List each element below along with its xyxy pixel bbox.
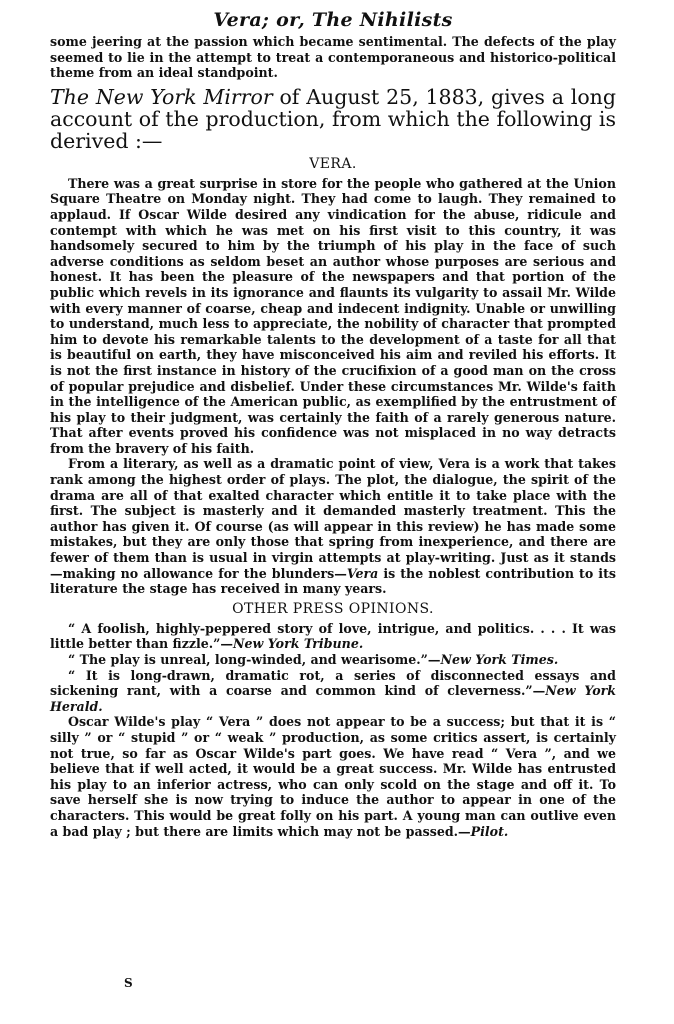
press-quote: “ It is long-drawn, dramatic rot, a series of disconnected essays and sickening rant, with a coarse and common kind of cleverness.”— bbox=[50, 667, 616, 699]
intro-publication: The New York Mirror bbox=[50, 84, 273, 109]
press-quote: Oscar Wilde's play “ Vera ” does not appear to be a success; but that it is “ silly ” or “ stupid ” or “ weak ” production, as some critics assert, is certainly not true, so far as Oscar Wilde's part goes. We have read “ Vera ”, and we believe that if well acted, it would be a great success. Mr. Wilde has entrusted his play to an inferior actress, who can only scold on the stage and off it. To save herself she is now trying to induce the author to appear in one of the characters. This would be great folly on his part. A young man can outlive even a bad play ; but there are limits which may not be passed.— bbox=[50, 714, 616, 839]
press-quote: “ A foolish, highly-peppered story of love, intrigue, and politics. . . . It was little better than fizzle.”— bbox=[50, 620, 616, 652]
vera-paragraph-2-text: From a literary, as well as a dramatic point of view, Vera is a work that takes rank among the highest order of plays. The plot, the dialogue, the spirit of the drama are all of that exalted character which entitle it to take place with the first. The subject is masterly and it demanded masterly treatment. This the author has given it. Of course (as will appear in this review) he has made some mistakes, but they are only those that spring from inexperience, and there are fewer of them than is usual in virgin attempts at play-writing. Just as it stands—making no allowance for the blunders— bbox=[50, 456, 616, 581]
vera-heading: VERA. bbox=[309, 155, 357, 172]
vera-paragraph-1: There was a great surprise in store for the people who gathered at the Union Square Theatre on Monday night. They had come to laugh. They remained to applaud. If Oscar Wilde desired any vindication for the abuse, ridicule and contempt with which he was met on his first visit to this country, it was handsomely secured to him by the triumph of his play in the face of such adverse conditions as seldom beset an author whose purposes are serious and honest. It has been the pleasure of the newspapers and that portion of the public which revels in its ignorance and flaunts its vulgarity to assail Mr. Wilde with every manner of coarse, cheap and indecent indignity. Unable or unwilling to understand, much less to appreciate, the nobility of character that prompted him to devote his remarkable talents to the development of a taste for all that is beautiful on earth, they have misconceived his aim and reviled his efforts. It is not the first instance in history of the crucifixion of a good man on the cross of popular prejudice and disbelief. Under these circumstances Mr. Wilde's faith in the intelligence of the American public, as exemplified by the entrustment of his play to their judgment, was certainly the faith of a rarely generous nature. That after events proved his confidence was not misplaced in no way detracts from the bravery of his faith. bbox=[50, 175, 616, 456]
intro-paragraph bbox=[50, 86, 616, 152]
vera-title-italic: Vera bbox=[346, 565, 379, 581]
other-press-heading: OTHER PRESS OPINIONS. bbox=[232, 600, 434, 617]
press-opinion bbox=[50, 668, 616, 715]
vera-paragraph-2-end: is the noblest contribution to its literature the stage has received in many years. bbox=[50, 565, 616, 597]
press-source: New York Tribune. bbox=[233, 636, 364, 652]
signature-mark: S bbox=[124, 976, 133, 990]
press-source: New York Herald. bbox=[50, 683, 616, 714]
vera-paragraph-2 bbox=[50, 456, 616, 596]
press-source: Pilot. bbox=[470, 823, 509, 839]
press-quote: “ The play is unreal, long-winded, and wearisome.”— bbox=[68, 652, 441, 667]
opening-paragraph: some jeering at the passion which became sentimental. The defects of the play seemed to lie in the attempt to treat a contemporaneous and historico-political theme from an ideal standpoint. bbox=[50, 34, 616, 81]
press-source: New York Times. bbox=[440, 652, 559, 667]
intro-text: of August 25, 1883, gives a long account of the production, from which the following is derived :— bbox=[50, 84, 616, 153]
press-opinion bbox=[50, 652, 616, 668]
running-head: Vera; or, The Nihilists bbox=[213, 9, 453, 31]
press-opinion bbox=[50, 714, 616, 839]
press-opinion bbox=[50, 621, 616, 652]
